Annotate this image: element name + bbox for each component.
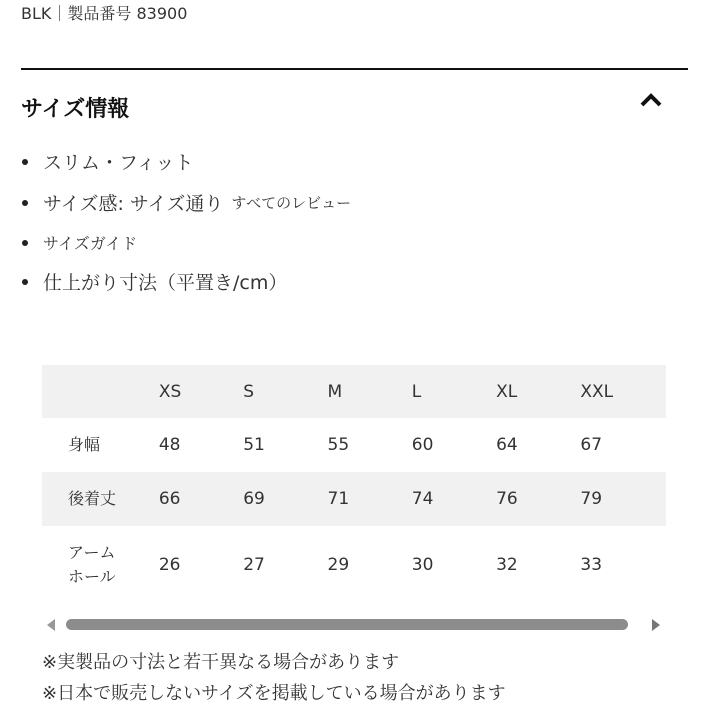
table-header-row <box>42 365 666 418</box>
header-cell: XS <box>158 381 182 402</box>
row-label <box>42 526 159 604</box>
chevron-up-icon[interactable] <box>640 92 662 108</box>
table-cell: 26 <box>158 555 181 575</box>
all-reviews-link[interactable]: すべてのレビュー <box>231 194 352 212</box>
table-row <box>42 418 666 472</box>
bullet-icon <box>22 159 28 165</box>
list-item <box>22 268 287 295</box>
table-cell: 29 <box>327 555 350 575</box>
note-text: ※実製品の寸法と若干異なる場合があります <box>42 652 400 673</box>
table-cell: 30 <box>411 555 434 575</box>
table-cell: 79 <box>580 489 603 509</box>
row-label-line: ホール <box>68 567 116 586</box>
section-title: サイズ情報 <box>21 97 130 122</box>
bullet-icon <box>22 200 28 206</box>
table-cell: 69 <box>243 489 265 509</box>
scrollbar-thumb[interactable] <box>66 619 628 630</box>
row-label-line: アーム <box>68 543 116 562</box>
table-cell: 32 <box>496 555 518 575</box>
table-cell: 67 <box>580 435 603 455</box>
note-text: ※日本で販売しないサイズを掲載している場合があります <box>42 683 506 704</box>
table-cell: 66 <box>158 489 181 509</box>
list-item <box>22 231 137 254</box>
table-cell: 74 <box>411 489 434 509</box>
table-cell: 71 <box>327 489 350 509</box>
table-cell: 51 <box>243 435 265 455</box>
table-cell: 55 <box>327 435 350 455</box>
header-cell <box>42 365 159 418</box>
product-code: BLK｜製品番号 83900 <box>21 4 188 23</box>
table-cell: 27 <box>243 555 265 575</box>
row-label: 身幅 <box>68 435 101 454</box>
table-cell: 48 <box>158 435 181 455</box>
measurements-text: 仕上がり寸法（平置き/cm） <box>43 272 288 294</box>
scroll-left-arrow-icon[interactable] <box>47 619 55 631</box>
bullet-icon <box>22 279 28 285</box>
row-label: 後着丈 <box>68 489 117 508</box>
bullet-icon <box>22 240 28 246</box>
fit-text: スリム・フィット <box>43 152 194 174</box>
size-guide-link[interactable]: サイズガイド <box>43 234 138 253</box>
header-cell: S <box>243 381 254 402</box>
list-item <box>22 189 351 216</box>
header-cell: XXL <box>580 381 614 402</box>
table-row <box>42 472 666 526</box>
scroll-right-arrow-icon[interactable] <box>652 619 660 631</box>
header-cell: M <box>327 381 343 402</box>
table-cell: 64 <box>496 435 518 455</box>
header-cell: XL <box>496 381 518 402</box>
table-cell: 33 <box>580 555 603 575</box>
table-row <box>42 526 666 604</box>
horizontal-scrollbar[interactable] <box>42 616 666 634</box>
size-feel-text: サイズ感: サイズ通り <box>43 193 224 215</box>
table-cell: 60 <box>411 435 434 455</box>
divider <box>21 68 688 70</box>
size-table <box>42 365 666 604</box>
header-cell: L <box>411 381 422 402</box>
table-cell: 76 <box>496 489 518 509</box>
list-item <box>22 148 193 175</box>
